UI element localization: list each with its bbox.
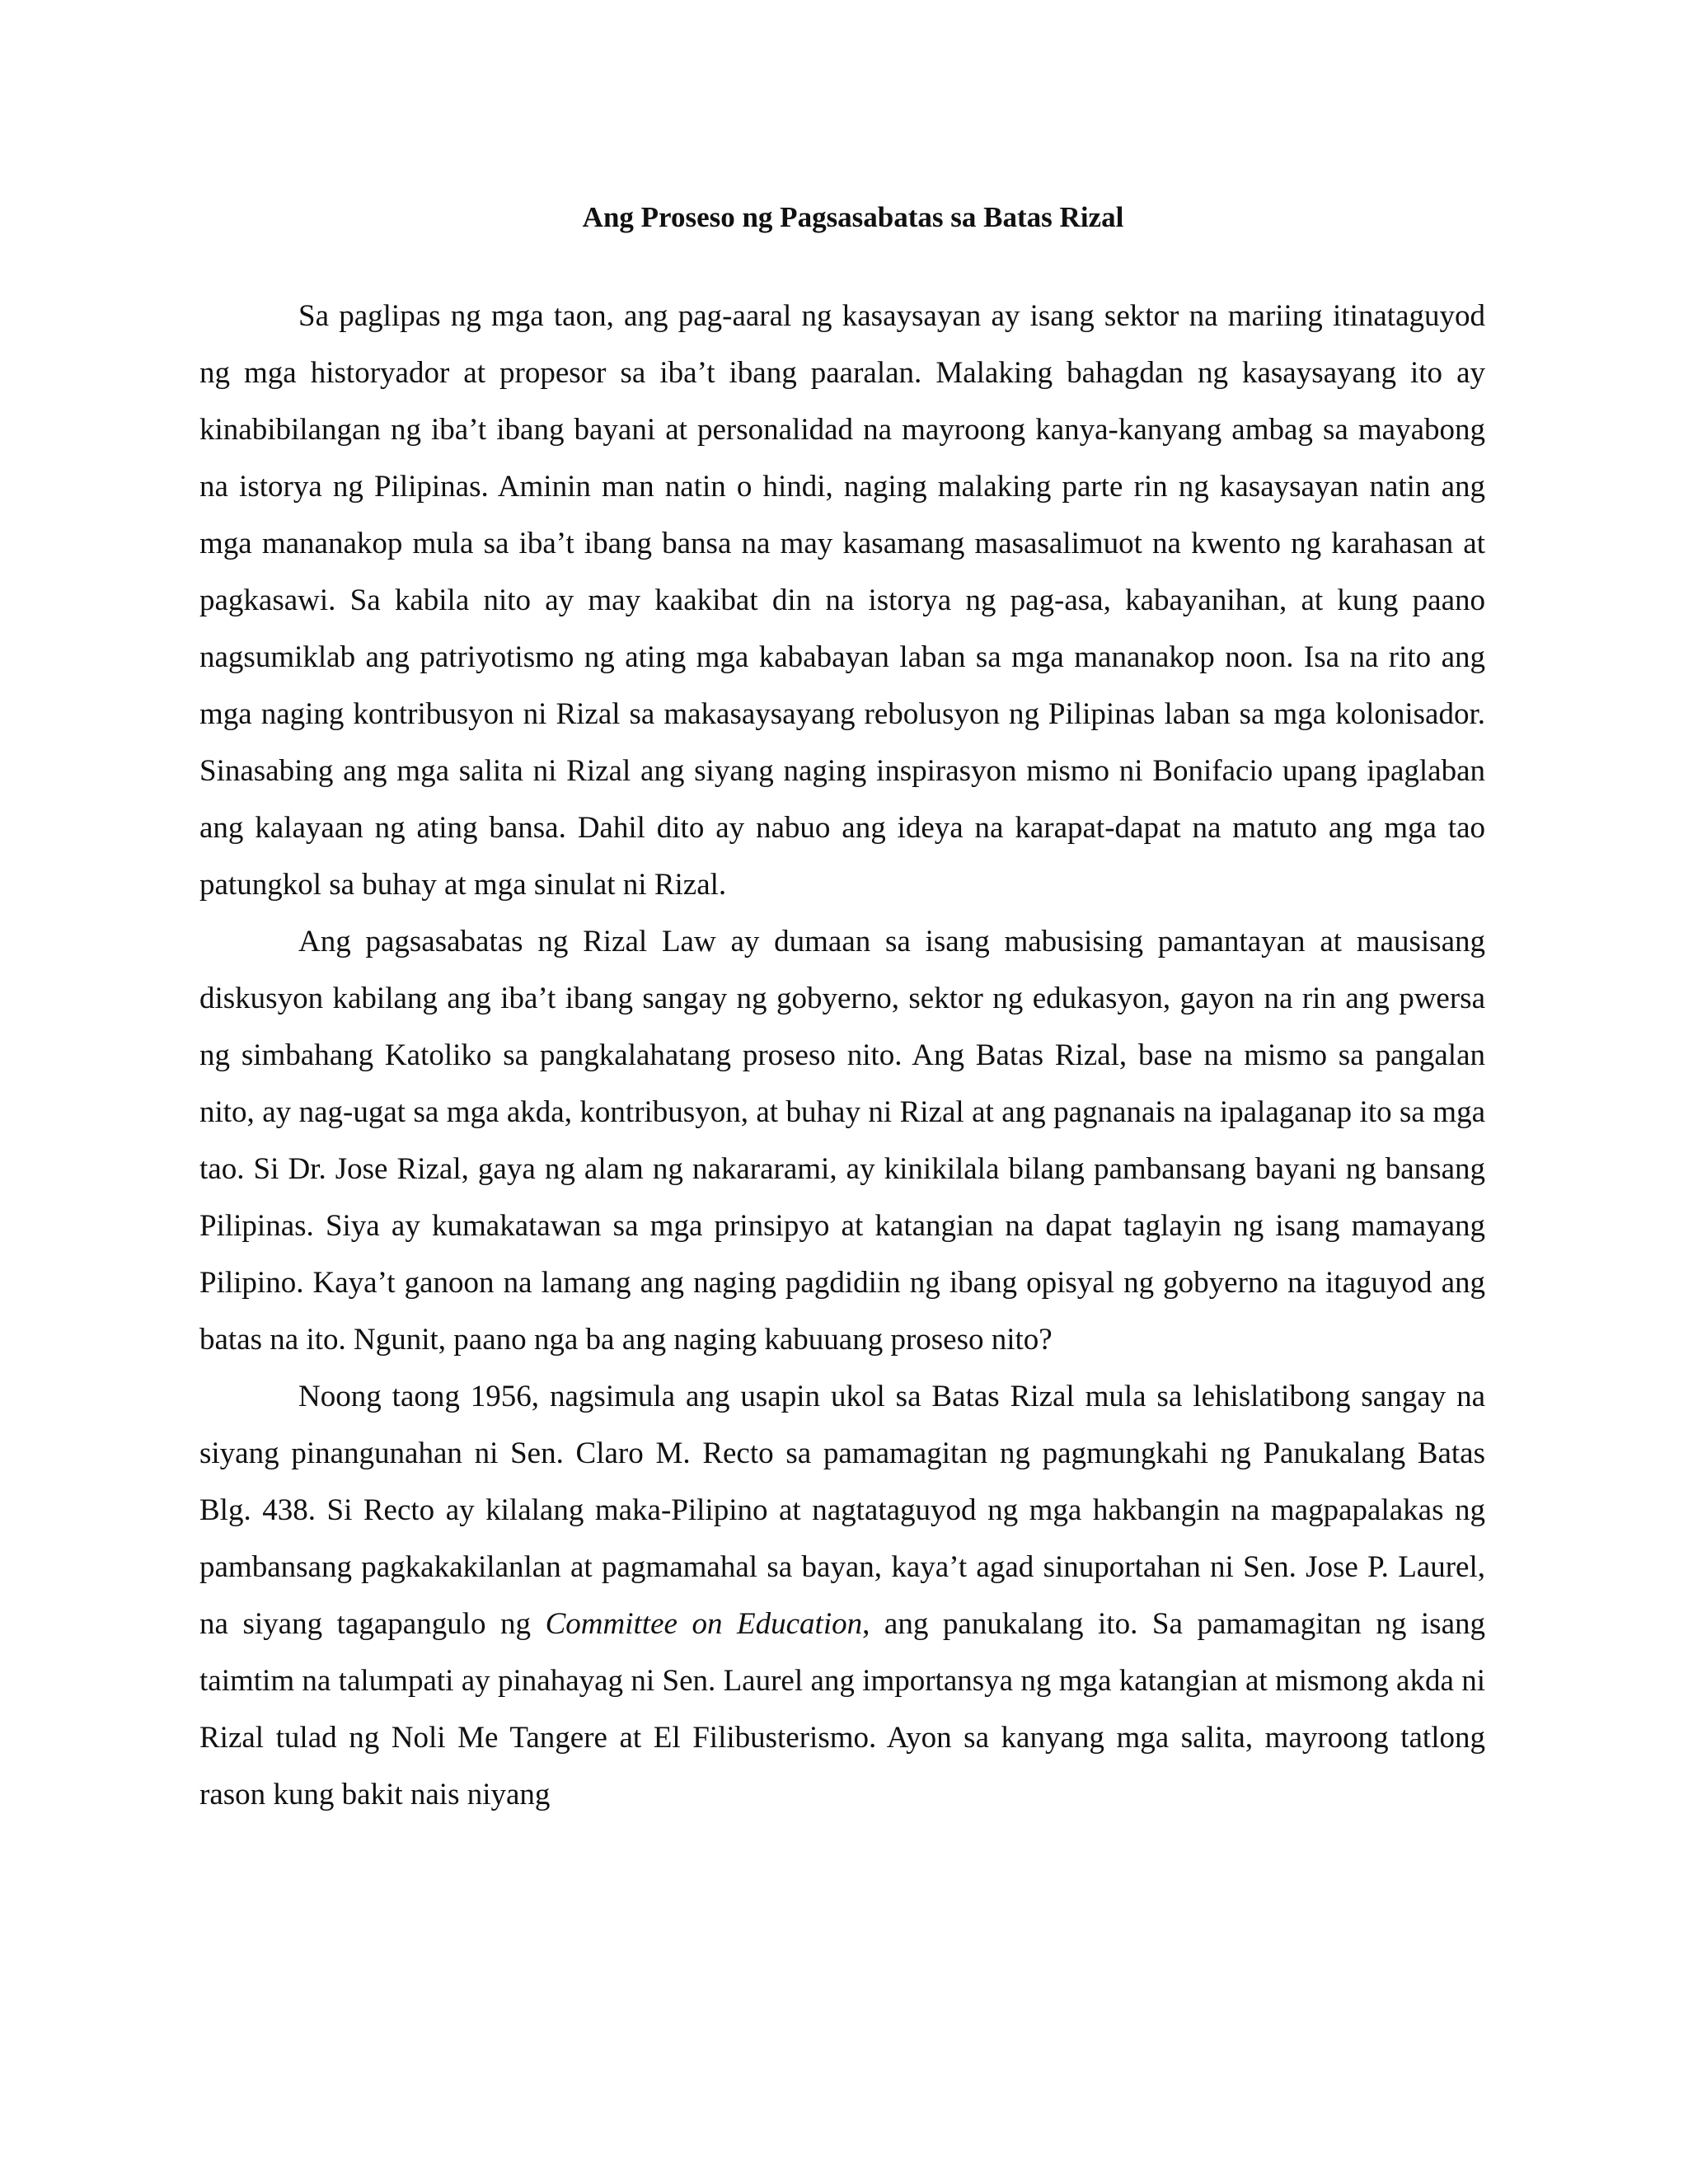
- paragraph-3-text-before: Noong taong 1956, nagsimula ang usapin ukol sa Batas Rizal mula sa lehislatibong sangay na siyang pinangunahan ni Sen. Claro M. Recto sa pamamagitan ng pagmungkahi ng Panukalang Batas Blg. 438. Si Recto ay kilalang maka-Pilipino at nagtataguyod ng mga hakbangin na magpapalakas ng pambansang pagkakakilanlan at pagmamahal sa bayan, kaya’t agad sinuportahan ni Sen. Jose P. Laurel, na siyang tagapangulo ng: [199, 1380, 1485, 1641]
- paragraph-3-italic-term: Committee on Education: [545, 1607, 863, 1641]
- document-body: [199, 194, 1485, 1823]
- document-title: Ang Proseso ng Pagsasabatas sa Batas Rizal: [582, 201, 1124, 233]
- paragraph-2: Ang pagsasabatas ng Rizal Law ay dumaan sa isang mabusising pamantayan at mausisang diskusyon kabilang ang iba’t ibang sangay ng gobyerno, sektor ng edukasyon, gayon na rin ang pwersa ng simbahang Katoliko sa pangkalahatang proseso nito. Ang Batas Rizal, base na mismo sa pangalan nito, ay nag-ugat sa mga akda, kontribusyon, at buhay ni Rizal at ang pagnanais na ipalaganap ito sa mga tao. Si Dr. Jose Rizal, gaya ng alam ng nakararami, ay kinikilala bilang pambansang bayani ng bansang Pilipinas. Siya ay kumakatawan sa mga prinsipyo at katangian na dapat taglayin ng isang mamayang Pilipino. Kaya’t ganoon na lamang ang naging pagdidiin ng ibang opisyal ng gobyerno na itaguyod ang batas na ito. Ngunit, paano nga ba ang naging kabuuang proseso nito?: [199, 925, 1485, 1357]
- paragraph-3-text-after: , ang panukalang ito. Sa pamamagitan ng isang taimtim na talumpati ay pinahayag ni Sen. Laurel ang importansya ng mga katangian at mismong akda ni Rizal tulad ng Noli Me Tangere at El Filibusterismo. Ayon sa kanyang mga salita, mayroong tatlong rason kung bakit nais niyang: [199, 1607, 1485, 1811]
- paragraph-1: Sa paglipas ng mga taon, ang pag-aaral ng kasaysayan ay isang sektor na mariing itinataguyod ng mga historyador at propesor sa iba’t ibang paaralan. Malaking bahagdan ng kasaysayang ito ay kinabibilangan ng iba’t ibang bayani at personalidad na mayroong kanya-kanyang ambag sa mayabong na istorya ng Pilipinas. Aminin man natin o hindi, naging malaking parte rin ng kasaysayan natin ang mga mananakop mula sa iba’t ibang bansa na may kasamang masasalimuot na kwento ng karahasan at pagkasawi. Sa kabila nito ay may kaakibat din na istorya ng pag-asa, kabayanihan, at kung paano nagsumiklab ang patriyotismo ng ating mga kababayan laban sa mga mananakop noon. Isa na rito ang mga naging kontribusyon ni Rizal sa makasaysayang rebolusyon ng Pilipinas laban sa mga kolonisador. Sinasabing ang mga salita ni Rizal ang siyang naging inspirasyon mismo ni Bonifacio upang ipaglaban ang kalayaan ng ating bansa. Dahil dito ay nabuo ang ideya na karapat-dapat na matuto ang mga tao patungkol sa buhay at mga sinulat ni Rizal.: [199, 299, 1485, 902]
- paragraph-3: [199, 1368, 1485, 1823]
